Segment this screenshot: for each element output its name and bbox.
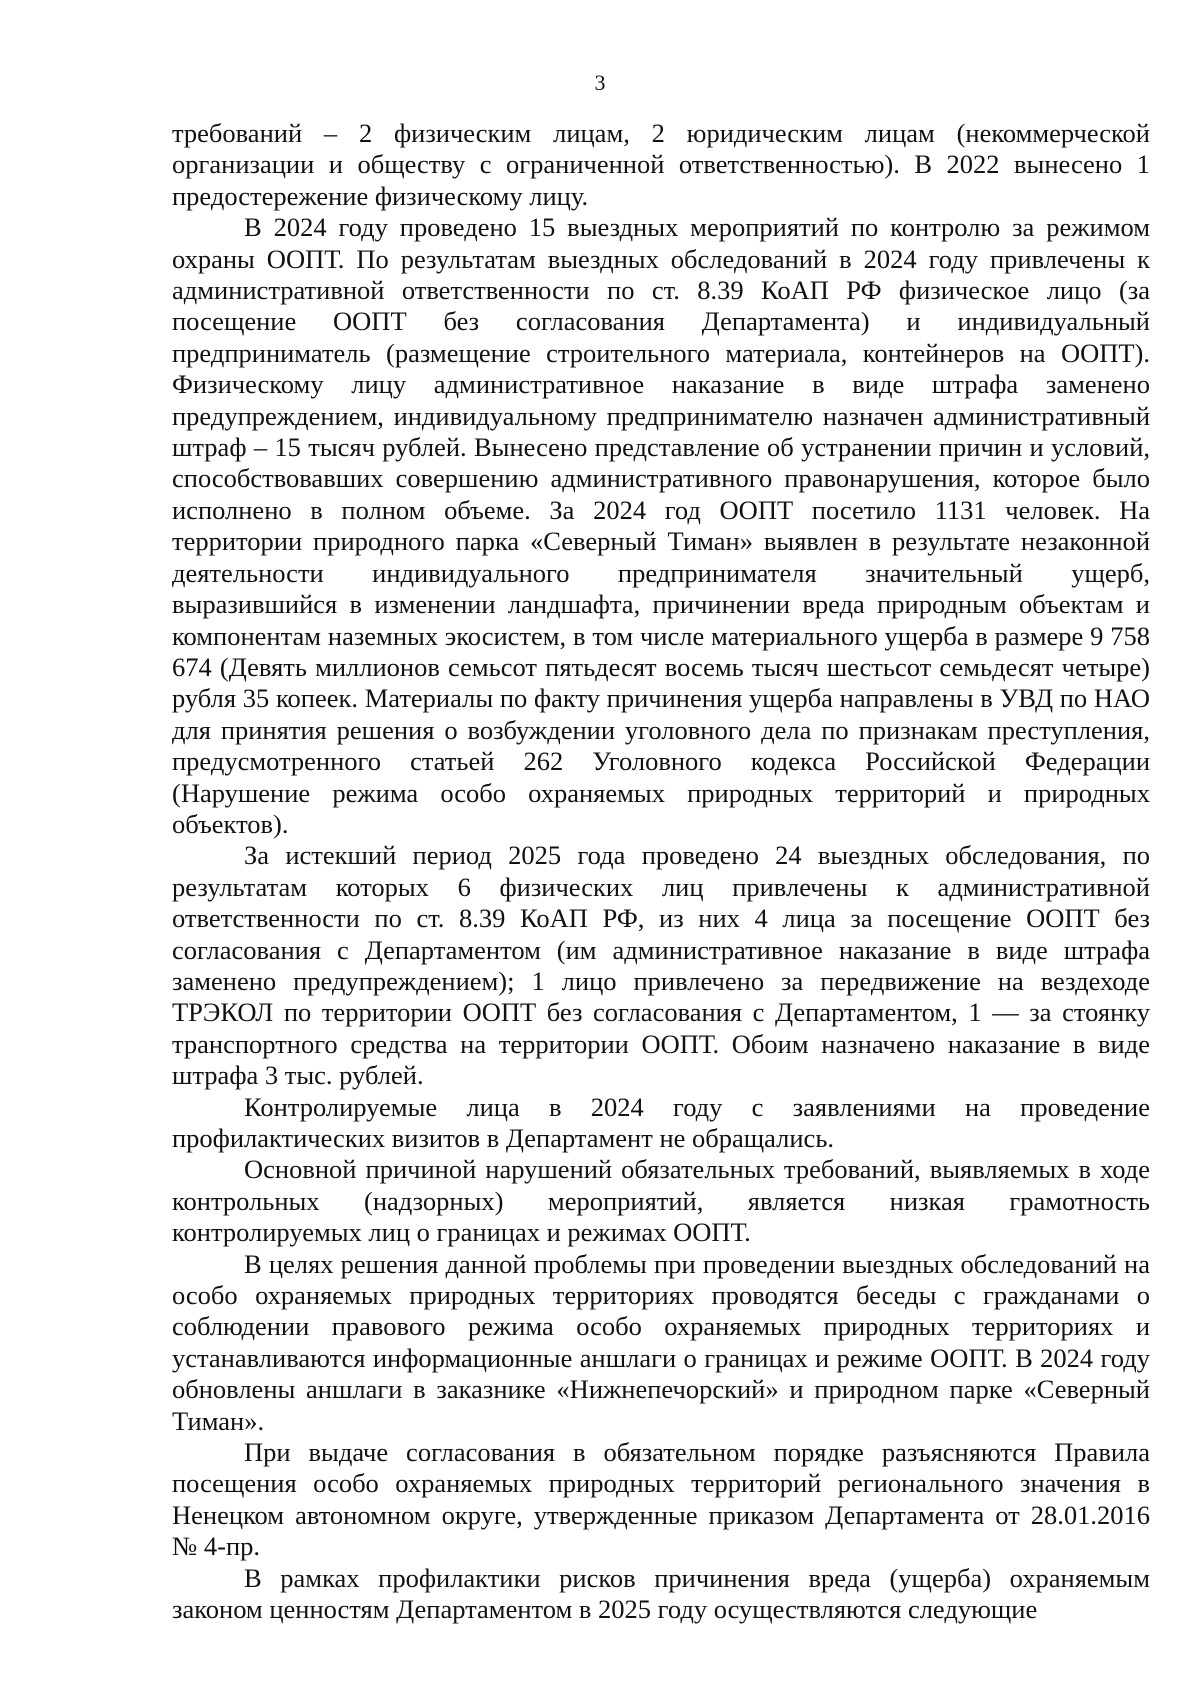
- paragraph: требований – 2 физическим лицам, 2 юридическим лицам (некоммерческой организации и обществу с ограниченной ответственностью). В 2022 вынесено 1 предостережение физическому лицу.: [172, 118, 1150, 211]
- paragraph: В рамках профилактики рисков причинения вреда (ущерба) охраняемым законом ценностям Департаментом в 2025 году осуществляются следующие: [172, 1562, 1150, 1625]
- document-body: [172, 118, 1150, 1626]
- paragraph: В 2024 году проведено 15 выездных мероприятий по контролю за режимом охраны ООПТ. По результатам выездных обследований в 2024 году привлечены к административной ответственности по ст. 8.39 КоАП РФ физическое лицо (за посещение ООПТ без согласования Департамента) и индивидуальный предприниматель (размещение строительного материала, контейнеров на ООПТ). Физическому лицу административное наказание в виде штрафа заменено предупреждением, индивидуальному предпринимателю назначен административный штраф – 15 тысяч рублей. Вынесено представление об устранении причин и условий, способствовавших совершению административного правонарушения, которое было исполнено в полном объеме. За 2024 год ООПТ посетило 1131 человек. На территории природного парка «Северный Тиман» выявлен в результате незаконной деятельности индивидуального предпринимателя значительный ущерб, выразившийся в изменении ландшафта, причинении вреда природным объектам и компонентам наземных экосистем, в том числе материального ущерба в размере 9 758 674 (Девять миллионов семьсот пятьдесят восемь тысяч шестьсот семьдесят четыре) рубля 35 копеек. Материалы по факту причинения ущерба направлены в УВД по НАО для принятия решения о возбуждении уголовного дела по признакам преступления, предусмотренного статьей 262 Уголовного кодекса Российской Федерации (Нарушение режима особо охраняемых природных территорий и природных объектов).: [172, 212, 1150, 839]
- paragraph: В целях решения данной проблемы при проведении выездных обследований на особо охраняемых природных территориях проводятся беседы с гражданами о соблюдении правового режима особо охраняемых природных территориях и устанавливаются информационные аншлаги о границах и режиме ООПТ. В 2024 году обновлены аншлаги в заказнике «Нижнепечорский» и природном парке «Северный Тиман».: [172, 1248, 1150, 1436]
- paragraph: При выдаче согласования в обязательном порядке разъясняются Правила посещения особо охраняемых природных территорий регионального значения в Ненецком автономном округе, утвержденные приказом Департамента от 28.01.2016 № 4-пр.: [172, 1437, 1150, 1562]
- paragraph: Основной причиной нарушений обязательных требований, выявляемых в ходе контрольных (надзорных) мероприятий, является низкая грамотность контролируемых лиц о границах и режимах ООПТ.: [172, 1154, 1150, 1248]
- page-number: 3: [594, 70, 606, 95]
- paragraph: За истекший период 2025 года проведено 24 выездных обследования, по результатам которых 6 физических лиц привлечены к административной ответственности по ст. 8.39 КоАП РФ, из них 4 лица за посещение ООПТ без согласования с Департаментом (им административное наказание в виде штрафа заменено предупреждением); 1 лицо привлечено за передвижение на вездеходе ТРЭКОЛ по территории ООПТ без согласования с Департаментом, 1 — за стоянку транспортного средства на территории ООПТ. Обоим назначено наказание в виде штрафа 3 тыс. рублей.: [172, 840, 1150, 1091]
- paragraph: Контролируемые лица в 2024 году с заявлениями на проведение профилактических визитов в Департамент не обращались.: [172, 1091, 1150, 1153]
